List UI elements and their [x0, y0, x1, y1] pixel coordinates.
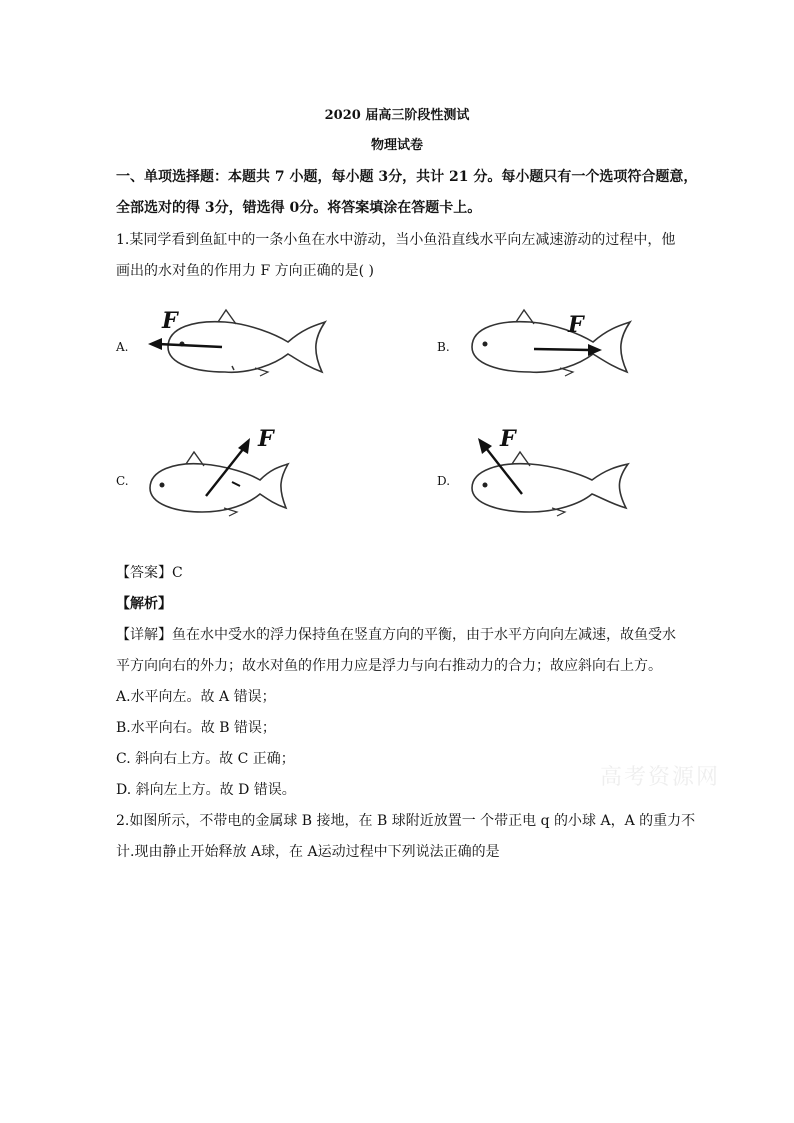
option-a-force-label: F	[162, 308, 178, 334]
option-d-force-label: F	[500, 426, 516, 452]
explanation-a: A.水平向左。故 A 错误；	[116, 689, 276, 705]
option-d-label: D.	[437, 474, 451, 488]
explanation-c: C. 斜向右上方。故 C 正确；	[116, 751, 295, 767]
exam-title: 2020 届高三阶段性测试	[324, 108, 470, 123]
option-a-label: A.	[116, 340, 129, 354]
question-2-line2: 计.现由静止开始释放 A球，在 A运动过程中下列说法正确的是	[116, 844, 500, 860]
option-b-force-label: F	[568, 312, 584, 338]
option-b-label: B.	[437, 340, 450, 354]
option-d-fish-diagram	[460, 420, 660, 530]
analysis-heading: 【解析】	[116, 596, 172, 612]
detail-line1: 【详解】鱼在水中受水的浮力保持鱼在竖直方向的平衡，由于水平方向向左减速，故鱼受水	[116, 627, 676, 643]
option-c-label: C.	[116, 474, 129, 488]
detail-line2: 平方向向右的外力；故水对鱼的作用力应是浮力与向右推动力的合力；故应斜向右上方。	[116, 658, 662, 674]
exam-subtitle: 物理试卷	[370, 138, 423, 153]
option-c-fish-diagram	[140, 420, 340, 530]
question-2-line1: 2.如图所示，不带电的金属球 B 接地，在 B 球附近放置一 个带正电 q 的小球 A，A 的重力不	[116, 813, 696, 829]
explanation-b: B.水平向右。故 B 错误；	[116, 720, 276, 736]
option-a-fish-diagram	[140, 302, 340, 387]
option-c-force-label: F	[258, 426, 274, 452]
question-1-line2: 画出的水对鱼的作用力 F 方向正确的是( )	[116, 263, 374, 279]
question-1-line1: 1.某同学看到鱼缸中的一条小鱼在水中游动，当小鱼沿直线水平向左减速游动的过程中，他	[116, 232, 676, 248]
explanation-d: D. 斜向左上方。故 D 错误。	[116, 782, 296, 798]
answer: 【答案】C	[116, 565, 183, 581]
section-instructions-line1: 一、单项选择题：本题共 7 小题，每小题 3分，共计 21 分。每小题只有一个选项符合题意，	[116, 169, 698, 185]
section-instructions-line2: 全部选对的得 3分，错选得 0分。将答案填涂在答题卡上。	[116, 200, 482, 216]
watermark: 高考资源网	[600, 765, 721, 790]
option-b-fish-diagram	[460, 302, 660, 387]
